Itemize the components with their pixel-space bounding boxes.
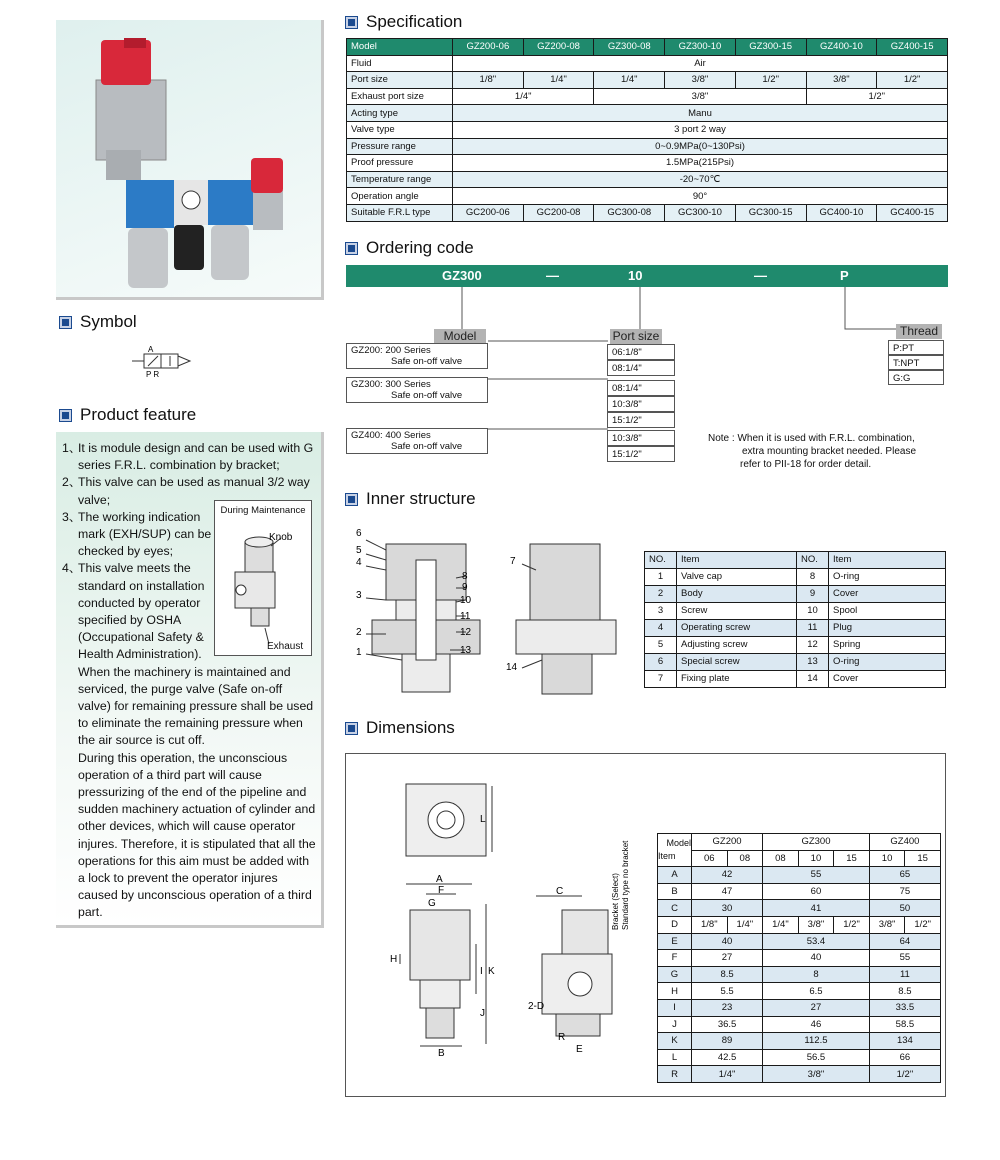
port-option: 10:3/8": [607, 430, 675, 446]
code-thread: P: [840, 268, 849, 283]
callout-label: 1: [356, 647, 362, 658]
dim-label: K: [488, 966, 495, 977]
dim-label: B: [438, 1048, 445, 1059]
callout-label: 4: [356, 557, 362, 568]
callout-label: 6: [356, 528, 362, 539]
feature-item: 4、 This valve meets the standard on installation conducted by operator specified by OSHA (Occupational Safety & Health Administration).: [62, 561, 205, 662]
dim-row: K 89 112.5 134: [658, 1033, 941, 1050]
spec-header-cell: GZ400-15: [877, 39, 948, 56]
symbol-heading: Symbol: [60, 312, 137, 332]
inner-heading: Inner structure: [346, 489, 476, 509]
parts-row: 2 Body 9 Cover: [645, 585, 946, 602]
dimensions-heading: Dimensions: [346, 718, 455, 738]
callout-label: 5: [356, 545, 362, 556]
spec-row: Operation angle 90°: [347, 188, 948, 205]
spec-row: Exhaust port size 1/4" 3/8" 1/2": [347, 88, 948, 105]
parts-row: 6 Special screw 13 O-ring: [645, 653, 946, 670]
model-option: GZ300: 300 Series Safe on-off valve: [346, 377, 488, 403]
spec-header-cell: GZ400-10: [806, 39, 877, 56]
port-option: 08:1/4": [607, 360, 675, 376]
callout-label: 10: [460, 595, 472, 606]
callout-label: 8: [462, 571, 468, 582]
code-dash: —: [546, 268, 559, 283]
dim-label: J: [480, 1008, 485, 1019]
spec-row: Acting type Manu: [347, 105, 948, 122]
dim-row: G 8.5 8 11: [658, 966, 941, 983]
symbol-label-pr: P R: [146, 370, 160, 379]
parts-row: 1 Valve cap 8 O-ring: [645, 568, 946, 585]
parts-header-row: NO. Item NO. Item: [645, 552, 946, 569]
model-option: GZ200: 200 Series Safe on-off valve: [346, 343, 488, 369]
spec-row: Suitable F.R.L type GC200-06 GC200-08 GC300-08 GC300-10 GC300-15 GC400-10 GC400-15: [347, 204, 948, 221]
callout-label: 11: [460, 611, 471, 622]
code-port: 10: [628, 268, 643, 283]
spec-row: Pressure range 0~0.9MPa(0~130Psi): [347, 138, 948, 155]
section-bullet-icon: [60, 410, 71, 421]
spec-header-cell: Model: [347, 39, 453, 56]
feature-paragraph: When the machinery is maintained and serviced, the purge valve (Safe on-off valve) for remaining pressure shall be used to eliminate the remaining pressure when the air source is cut off.: [78, 664, 314, 748]
parts-row: 4 Operating screw 11 Plug: [645, 619, 946, 636]
feature-paragraph: During this operation, the unconscious operation of a third part will cause pressurizing of the end of the pipeline and sudden machinery actuation of cylinder and other devices, which will cause operator injures. Therefore, it is stipulated that all the operations for this aim must be added with a lock to prevent the operator injures caused by unconscious operation of a third part.: [78, 750, 316, 920]
section-bullet-icon: [346, 494, 357, 505]
dim-row: H 5.5 6.5 8.5: [658, 983, 941, 1000]
section-bullet-icon: [346, 17, 357, 28]
dim-row: B 47 60 75: [658, 883, 941, 900]
dim-label: R: [558, 1032, 566, 1043]
spec-header-cell: GZ300-15: [735, 39, 806, 56]
dim-label: E: [576, 1044, 583, 1055]
section-bullet-icon: [346, 723, 357, 734]
model-option: GZ400: 400 Series Safe on-off valve: [346, 428, 488, 454]
dim-row: C 30 41 50: [658, 900, 941, 917]
spec-header-cell: GZ300-08: [594, 39, 665, 56]
thread-option: G:G: [888, 370, 944, 385]
product-photo: [56, 20, 324, 300]
maintenance-valve-illustration: [215, 516, 311, 646]
dim-label: Standard type no bracket: [621, 840, 630, 930]
section-bullet-icon: [60, 317, 71, 328]
spec-row: Fluid Air: [347, 55, 948, 72]
spec-header-cell: GZ300-10: [665, 39, 736, 56]
parts-row: 7 Fixing plate 14 Cover: [645, 670, 946, 687]
callout-label: 3: [356, 590, 362, 601]
parts-row: 3 Screw 10 Spool: [645, 602, 946, 619]
dim-label: 2-D: [528, 1001, 545, 1012]
dim-row: L 42.5 56.5 66: [658, 1049, 941, 1066]
dim-label: L: [480, 814, 486, 825]
model-head: Model: [434, 329, 486, 344]
inner-structure-drawing: [346, 520, 636, 700]
feature-heading: Product feature: [60, 405, 196, 425]
dim-row: I 23 27 33.5: [658, 999, 941, 1016]
port-option: 15:1/2": [607, 446, 675, 462]
valve-symbol-diagram: [130, 346, 200, 380]
specification-heading: Specification: [346, 12, 462, 32]
code-series: GZ300: [442, 268, 482, 283]
dim-size-row: 06 08 08 10 15 10 15: [658, 850, 941, 867]
dim-label: A: [436, 874, 443, 885]
port-option: 15:1/2": [607, 412, 675, 428]
knob-label: Knob: [269, 532, 293, 543]
ordering-heading: Ordering code: [346, 238, 474, 258]
dim-label: C: [556, 886, 564, 897]
dim-row: A 42 55 65: [658, 867, 941, 884]
spec-row: Temperature range -20~70℃: [347, 171, 948, 188]
callout-label: 13: [460, 645, 472, 656]
dim-label: H: [390, 954, 398, 965]
dimensions-table: [657, 833, 941, 1083]
callout-label: 12: [460, 627, 472, 638]
port-option: 06:1/8": [607, 344, 675, 360]
spec-header-row: [347, 39, 948, 56]
exhaust-label: Exhaust: [267, 641, 304, 652]
dim-label: F: [438, 885, 445, 896]
port-head: Port size: [610, 329, 662, 344]
dimension-drawings: [346, 754, 646, 1094]
spec-header-cell: GZ200-08: [523, 39, 594, 56]
symbol-label-a: A: [148, 346, 154, 354]
specification-table: [346, 38, 948, 222]
ordering-code-bar: [346, 265, 948, 287]
callout-label: 2: [356, 627, 362, 638]
spec-header-cell: GZ200-06: [453, 39, 524, 56]
valve-photo-illustration: [56, 20, 324, 300]
port-option: 08:1/4": [607, 380, 675, 396]
callout-label: 9: [462, 582, 468, 593]
parts-row: 5 Adjusting screw 12 Spring: [645, 636, 946, 653]
port-option: 10:3/8": [607, 396, 675, 412]
callout-label: 14: [506, 662, 518, 673]
dim-label: Bracket (Select): [611, 873, 620, 930]
callout-label: 7: [510, 556, 516, 567]
feature-item: 3、 The working indication mark (EXH/SUP) can be checked by eyes;: [62, 509, 212, 559]
maintenance-title: During Maintenance: [220, 505, 306, 516]
dim-row: D 1/8" 1/4" 1/4" 3/8" 1/2" 3/8" 1/2": [658, 916, 941, 933]
spec-row: Valve type 3 port 2 way: [347, 121, 948, 138]
ordering-note: Note : When it is used with F.R.L. combination, extra mounting bracket needed. Please refer to PII-18 for order detail.: [708, 433, 916, 470]
thread-option: T:NPT: [888, 355, 944, 370]
dim-label: G: [428, 898, 436, 909]
code-dash: —: [754, 268, 767, 283]
thread-option: P:PT: [888, 340, 944, 355]
parts-table: [644, 551, 946, 688]
dim-row: J 36.5 46 58.5: [658, 1016, 941, 1033]
feature-item: 1、 It is module design and can be used with G series F.R.L. combination by bracket;: [62, 441, 314, 473]
spec-row: Proof pressure 1.5MPa(215Psi): [347, 155, 948, 172]
dim-row: E 40 53.4 64: [658, 933, 941, 950]
feature-item: 2、 This valve can be used as manual 3/2 way valve;: [62, 475, 310, 507]
dim-label: I: [480, 966, 483, 977]
maintenance-figure: [214, 500, 312, 656]
spec-row: Port size 1/8" 1/4" 1/4" 3/8" 1/2" 3/8" 1/2": [347, 72, 948, 89]
dim-row: F 27 40 55: [658, 950, 941, 967]
dim-header-row: Model Item GZ200 GZ300 GZ400: [658, 834, 941, 851]
section-bullet-icon: [346, 243, 357, 254]
dim-row: R 1/4" 3/8" 1/2": [658, 1066, 941, 1083]
thread-head: Thread: [896, 324, 942, 339]
